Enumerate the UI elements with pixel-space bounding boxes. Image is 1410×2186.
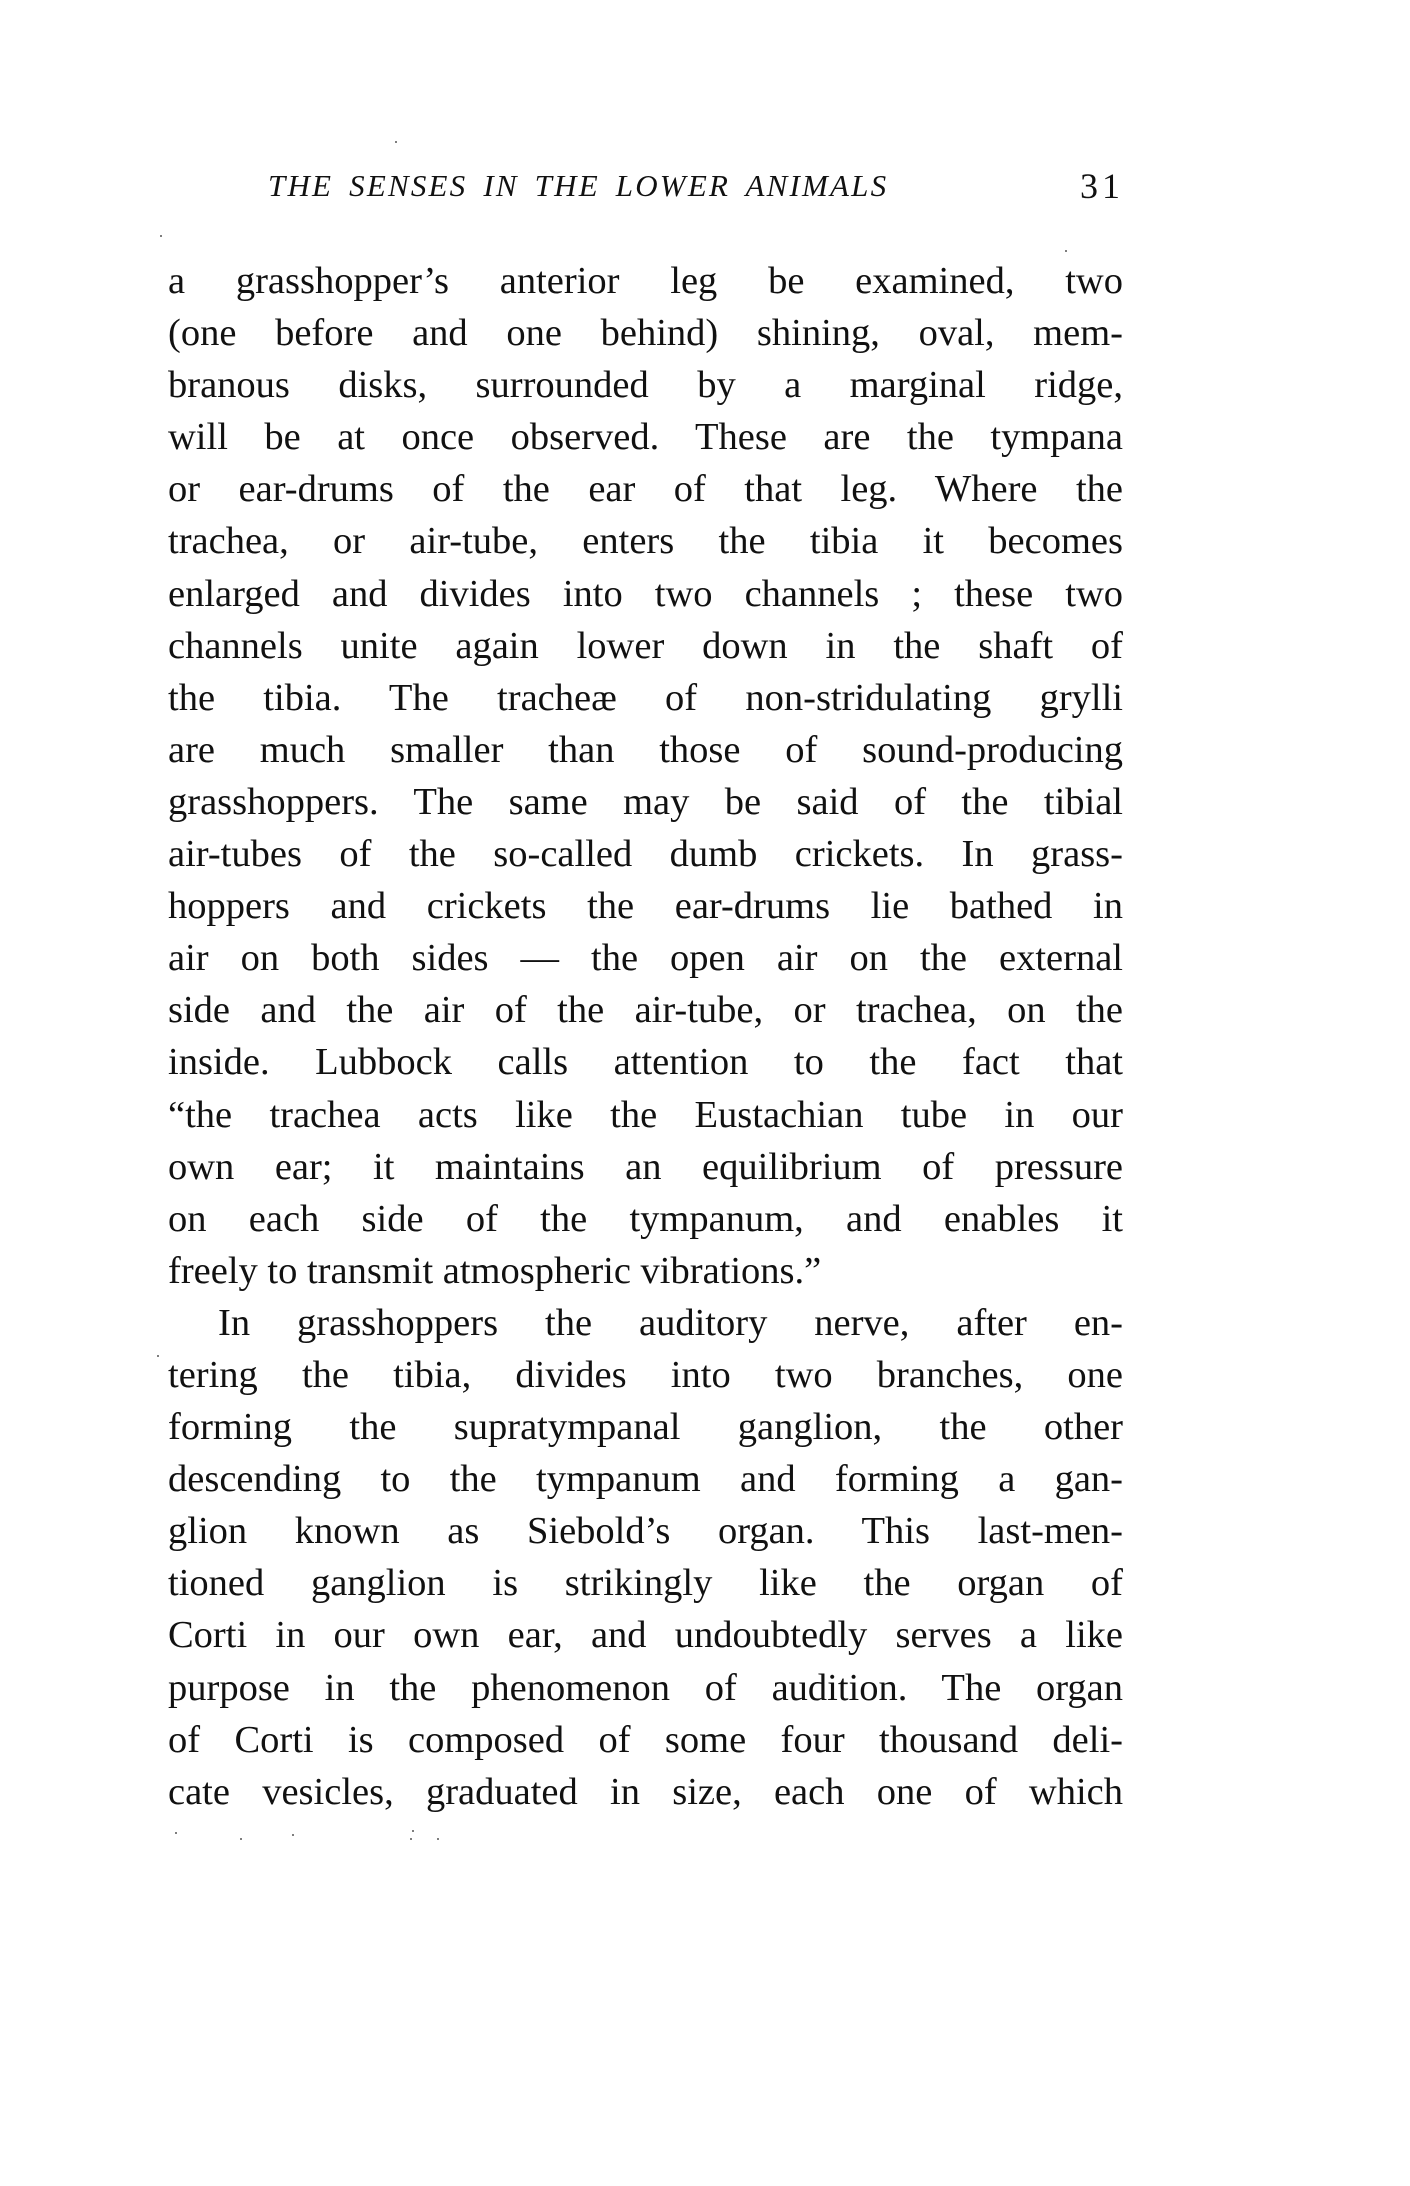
text-line: branous disks, surrounded by a marginal ridge, [168, 364, 1123, 407]
scan-speck [412, 1830, 414, 1832]
text-line-indented: In grasshoppers the auditory nerve, after en- [218, 1301, 1123, 1344]
text-line: of Corti is composed of some four thousand deli- [168, 1718, 1123, 1761]
text-line: cate vesicles, graduated in size, each one of which [168, 1770, 1123, 1813]
text-line: channels unite again lower down in the shaft of [168, 624, 1123, 667]
text-line: Corti in our own ear, and undoubtedly serves a like [168, 1614, 1123, 1657]
scan-speck [160, 235, 162, 237]
scan-speck [410, 1838, 412, 1840]
scan-speck [437, 1838, 439, 1840]
text-line: inside. Lubbock calls attention to the fact that [168, 1041, 1123, 1084]
paragraph-1 [168, 255, 1123, 1297]
page-number: 31 [1080, 166, 1124, 206]
text-line: the tibia. The tracheæ of non-stridulating grylli [168, 676, 1123, 719]
text-line: own ear; it maintains an equilibrium of pressure [168, 1145, 1123, 1188]
text-line: grasshoppers. The same may be said of the tibial [168, 780, 1123, 823]
text-line: “the trachea acts like the Eustachian tube in our [168, 1093, 1123, 1136]
scan-speck [395, 141, 397, 143]
scan-speck [1065, 250, 1067, 252]
text-line: a grasshopper’s anterior leg be examined, two [168, 260, 1123, 302]
text-line: glion known as Siebold’s organ. This last-men- [168, 1510, 1123, 1553]
text-line: will be at once observed. These are the tympana [168, 416, 1123, 459]
scan-speck [240, 1838, 242, 1840]
paragraph-2 [168, 1297, 1123, 1818]
text-line: tioned ganglion is strikingly like the organ of [168, 1562, 1123, 1605]
text-line: side and the air of the air-tube, or trachea, on the [168, 989, 1123, 1032]
text-line: on each side of the tympanum, and enables it [168, 1197, 1123, 1240]
text-line: purpose in the phenomenon of audition. The organ [168, 1666, 1123, 1709]
scan-speck [157, 1355, 159, 1357]
text-line: enlarged and divides into two channels ; these two [168, 572, 1123, 615]
text-line: trachea, or air-tube, enters the tibia it becomes [168, 520, 1123, 563]
text-line: descending to the tympanum and forming a gan- [168, 1458, 1123, 1501]
text-line: air on both sides — the open air on the external [168, 937, 1123, 980]
text-line-paragraph-end: freely to transmit atmospheric vibrations.” [168, 1249, 822, 1292]
text-line: air-tubes of the so-called dumb crickets. In grass- [168, 833, 1123, 876]
running-head-title: THE SENSES IN THE LOWER ANIMALS [268, 168, 889, 203]
text-line: (one before and one behind) shining, oval, mem- [168, 312, 1123, 355]
text-line: are much smaller than those of sound-producing [168, 728, 1123, 771]
body-text [168, 255, 1123, 1818]
scan-speck [292, 1834, 294, 1836]
text-line: tering the tibia, divides into two branches, one [168, 1353, 1123, 1396]
scan-speck [175, 1832, 177, 1834]
text-line: or ear-drums of the ear of that leg. Where the [168, 468, 1123, 511]
text-line: forming the supratympanal ganglion, the other [168, 1406, 1123, 1449]
text-line: hoppers and crickets the ear-drums lie bathed in [168, 885, 1123, 928]
